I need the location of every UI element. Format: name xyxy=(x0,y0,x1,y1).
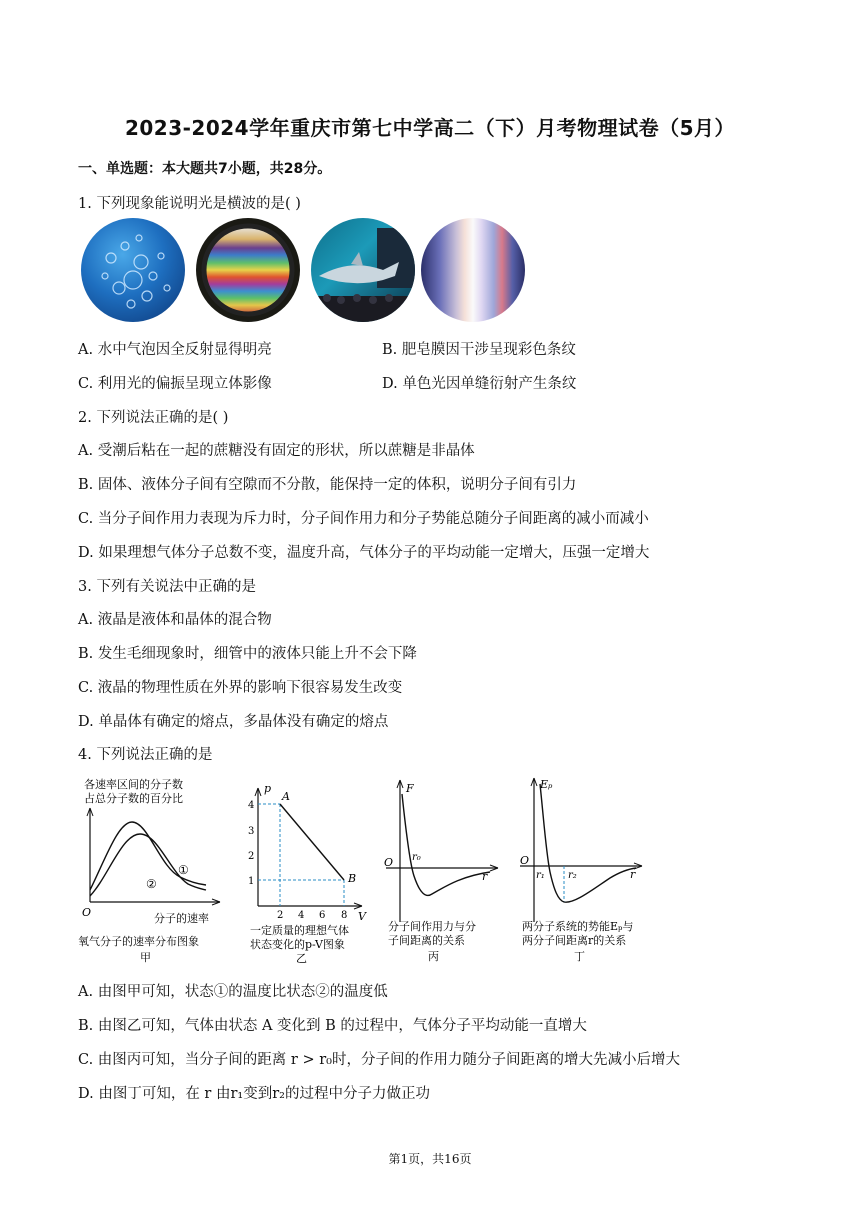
ding-caption-line2: 两分子间距离r的关系 xyxy=(522,934,627,947)
q2-option-b: B. 固体、液体分子间有空隙而不分散，能保持一定的体积，说明分子间有引力 xyxy=(78,477,577,493)
jia-origin: O xyxy=(82,906,92,919)
jia-ylabel-line2: 占总分子数的百分比 xyxy=(84,792,183,805)
jia-xlabel: 分子的速率 xyxy=(154,912,209,925)
q2-stem: 2. 下列说法正确的是( ) xyxy=(78,410,229,426)
yi-caption-line2: 状态变化的p-V图象 xyxy=(250,938,345,951)
bing-yaxis: F xyxy=(406,782,414,795)
ding-yaxis: Eₚ xyxy=(540,778,553,791)
jia-ylabel-line1: 各速率区间的分子数 xyxy=(84,778,183,791)
ding-name: 丁 xyxy=(574,950,585,963)
bubbles-photo xyxy=(81,218,185,322)
jia-curve2-label: ② xyxy=(146,877,157,891)
shark-icon xyxy=(311,218,415,322)
q1-stem: 1. 下列现象能说明光是横波的是( ) xyxy=(78,196,301,212)
single-slit-photo xyxy=(421,218,525,322)
ding-caption-line1: 两分子系统的势能Eₚ与 xyxy=(522,920,634,933)
bing-xaxis: r xyxy=(482,870,488,883)
yi-xtick: 6 xyxy=(319,910,326,921)
q3-option-b: B. 发生毛细现象时，细管中的液体只能上升不会下降 xyxy=(78,646,417,662)
yi-caption-line1: 一定质量的理想气体 xyxy=(250,924,349,937)
yi-name: 乙 xyxy=(296,952,307,965)
bing-origin: O xyxy=(384,856,394,869)
q1-option-a: A. 水中气泡因全反射显得明亮 xyxy=(78,342,272,358)
q1-option-c: C. 利用光的偏振呈现立体影像 xyxy=(78,376,272,392)
q3-option-c: C. 液晶的物理性质在外界的影响下很容易发生改变 xyxy=(78,680,403,696)
q1-option-b: B. 肥皂膜因干涉呈现彩色条纹 xyxy=(382,342,576,358)
yi-ytick: 1 xyxy=(248,876,255,887)
figure-yi xyxy=(248,782,367,965)
ding-xaxis: r xyxy=(630,868,636,881)
q3-stem: 3. 下列有关说法中正确的是 xyxy=(78,579,256,595)
figure-jia xyxy=(78,777,220,964)
yi-xtick: 8 xyxy=(341,910,348,921)
yi-xaxis: V xyxy=(358,910,366,923)
yi-ytick: 3 xyxy=(248,826,255,837)
bubbles-icon xyxy=(81,218,185,322)
yi-ytick: 4 xyxy=(248,800,255,811)
soap-film-icon xyxy=(196,218,300,322)
page-footer: 第1页，共16页 xyxy=(388,1152,472,1166)
soap-film-photo xyxy=(196,218,300,322)
q3-option-a: A. 液晶是液体和晶体的混合物 xyxy=(78,612,272,628)
jia-curve1-label: ① xyxy=(178,863,189,877)
q3-option-d: D. 单晶体有确定的熔点，多晶体没有确定的熔点 xyxy=(78,714,389,730)
q2-option-a: A. 受潮后粘在一起的蔗糖没有固定的形状，所以蔗糖是非晶体 xyxy=(78,443,475,459)
yi-point-b: B xyxy=(348,872,357,885)
q4-figures xyxy=(70,772,660,968)
q2-option-c: C. 当分子间作用力表现为斥力时，分子间作用力和分子势能总随分子间距离的减小而减小 xyxy=(78,511,649,527)
bing-caption-line1: 分子间作用力与分 xyxy=(388,920,476,933)
q4-stem: 4. 下列说法正确的是 xyxy=(78,747,213,763)
q2-option-d: D. 如果理想气体分子总数不变，温度升高，气体分子的平均动能一定增大，压强一定增大 xyxy=(78,545,650,561)
bing-name: 丙 xyxy=(428,950,439,963)
ding-r2: r₂ xyxy=(568,870,577,881)
figure-ding xyxy=(520,778,642,963)
yi-yaxis: p xyxy=(264,782,272,795)
page-title: 2023-2024学年重庆市第七中学高二（下）月考物理试卷（5月） xyxy=(124,116,736,140)
yi-point-a: A xyxy=(282,790,290,803)
bing-caption-line2: 子间距离的关系 xyxy=(388,934,465,947)
yi-xtick: 2 xyxy=(277,910,284,921)
q1-option-d: D. 单色光因单缝衍射产生条纹 xyxy=(382,376,577,392)
section-header: 一、单选题：本大题共7小题，共28分。 xyxy=(78,161,332,177)
yi-ytick: 2 xyxy=(248,851,255,862)
q4-option-c: C. 由图丙可知，当分子间的距离 r > r₀时，分子间的作用力随分子间距离的增大先减小后增大 xyxy=(78,1052,680,1068)
q4-option-d: D. 由图丁可知，在 r 由r₁变到r₂的过程中分子力做正功 xyxy=(78,1086,430,1102)
q4-option-b: B. 由图乙可知，气体由状态 A 变化到 B 的过程中，气体分子平均动能一直增大 xyxy=(78,1018,587,1034)
figure-bing xyxy=(384,780,498,963)
ding-origin: O xyxy=(520,854,530,867)
yi-xtick: 4 xyxy=(298,910,305,921)
jia-caption: 氧气分子的速率分布图象 xyxy=(78,935,199,948)
bing-r0: r₀ xyxy=(412,852,421,863)
q4-option-a: A. 由图甲可知，状态①的温度比状态②的温度低 xyxy=(78,984,388,1000)
3d-cinema-photo xyxy=(311,218,415,322)
jia-name: 甲 xyxy=(140,951,151,964)
ding-r1: r₁ xyxy=(536,870,545,881)
